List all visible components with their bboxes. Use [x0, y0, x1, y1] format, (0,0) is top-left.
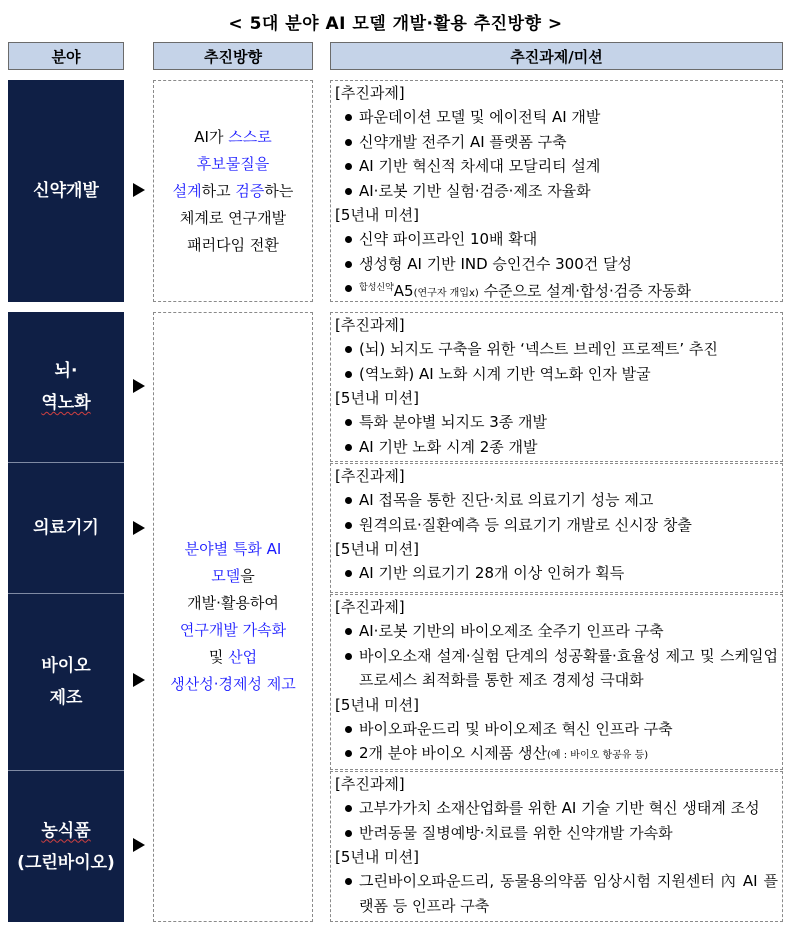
list-item: AI 기반 의료기기 28개 이상 인허가 획득	[335, 561, 778, 586]
list-item: AI 기반 혁신적 차세대 모달리티 설계	[335, 154, 778, 179]
list-item: 바이오소재 설계·실험 단계의 성공확률·효율성 제고 및 스케일업 프로세스 최적화를 통한 제조 경제성 극대화	[335, 644, 778, 693]
field-agri: 농식품 (그린바이오)	[17, 820, 115, 873]
list-item: 신약개발 전주기 AI 플랫폼 구축	[335, 130, 778, 155]
list-item: AI 접목을 통한 진단·치료 의료기기 성능 제고	[335, 488, 778, 513]
list-item: 생성형 AI 기반 IND 승인건수 300건 달성	[335, 252, 778, 277]
field-bio: 바이오 제조	[41, 656, 91, 708]
page-title: < 5대 분야 AI 모델 개발·활용 추진방향 >	[228, 14, 563, 34]
tasks-agri	[330, 771, 783, 922]
category-block-others	[8, 312, 124, 922]
field-device: 의료기기	[33, 518, 99, 538]
list-item: 원격의료·질환예측 등 의료기기 개발로 신시장 창출	[335, 513, 778, 538]
list-item: 신약 파이프라인 10배 확대	[335, 227, 778, 252]
list-item: 2개 분야 바이오 시제품 생산(예 : 바이오 항공유 등)	[335, 741, 778, 769]
field-brain: 뇌· 역노화	[41, 361, 91, 413]
section-label: [추진과제]	[335, 316, 405, 334]
tasks-device	[330, 463, 783, 593]
list-item: 고부가가치 소재산업화를 위한 AI 기술 기반 혁신 생태계 조성	[335, 796, 778, 821]
list-item: 파운데이션 모델 및 에이전틱 AI 개발	[335, 105, 778, 130]
section-label: [5년내 미션]	[335, 206, 419, 224]
direction-others: 분야별 특화 AI 모델을 개발·활용하여 연구개발 가속화 및 산업 생산성·경제성 제고	[153, 312, 313, 922]
arrow-right-icon	[133, 838, 145, 852]
list-item: 바이오파운드리 및 바이오제조 혁신 인프라 구축	[335, 717, 778, 742]
list-item: 특화 분야별 뇌지도 3종 개발	[335, 410, 778, 435]
list-item: (역노화) AI 노화 시계 기반 역노화 인자 발굴	[335, 362, 778, 387]
section-label: [5년내 미션]	[335, 540, 419, 558]
section-label: [5년내 미션]	[335, 695, 419, 714]
header-direction: 추진방향	[153, 42, 313, 70]
header-field: 분야	[8, 42, 124, 70]
list-item: AI 기반 노화 시계 2종 개발	[335, 435, 778, 460]
tasks-drug	[330, 80, 783, 302]
section-label: [추진과제]	[335, 84, 405, 102]
list-item: 반려동물 질병예방·치료를 위한 신약개발 가속화	[335, 821, 778, 846]
list-item: (뇌) 뇌지도 구축을 위한 ‘넥스트 브레인 프로젝트’ 추진	[335, 337, 778, 362]
section-label: [추진과제]	[335, 775, 405, 793]
header-tasks: 추진과제/미션	[330, 42, 783, 70]
section-label: [5년내 미션]	[335, 389, 419, 407]
list-item: AI·로봇 기반 실험·검증·제조 자율화	[335, 179, 778, 204]
tasks-brain	[330, 312, 783, 462]
arrow-right-icon	[133, 183, 145, 197]
section-label: [5년내 미션]	[335, 848, 419, 866]
field-drug: 신약개발	[33, 181, 99, 201]
direction-drug: AI가 스스로 후보물질을 설계하고 검증하는 체계로 연구개발 패러다임 전환	[153, 80, 313, 302]
section-label: [추진과제]	[335, 467, 405, 485]
list-item: AI·로봇 기반의 바이오제조 全주기 인프라 구축	[335, 619, 778, 644]
arrow-right-icon	[133, 521, 145, 535]
list-item: 그린바이오파운드리, 동물용의약품 임상시험 지원센터 內 AI 플랫폼 등 인프라 구축	[335, 869, 778, 918]
category-block-drug	[8, 80, 124, 302]
tasks-bio	[330, 594, 783, 770]
section-label: [추진과제]	[335, 598, 405, 616]
arrow-right-icon	[133, 379, 145, 393]
arrow-right-icon	[133, 673, 145, 687]
list-item: $^{합성신약}$A5(연구자 개입x) 수준으로 설계·합성·검증 자동화	[335, 276, 778, 302]
